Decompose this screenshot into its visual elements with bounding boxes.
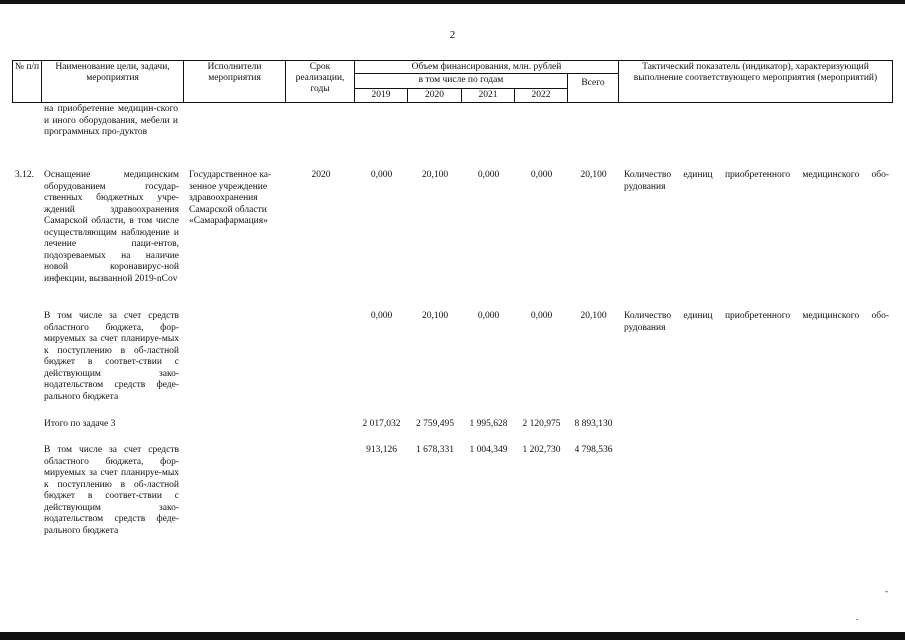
row-total-budget-share-value-2022: 1 202,730 <box>522 445 561 455</box>
row-3-12-value-2020: 20,100 <box>421 170 449 180</box>
row-total-task-3-value-2019: 2 017,032 <box>362 419 401 429</box>
row-total-budget-share-value-2020: 1 678,331 <box>416 445 454 455</box>
scan-speck: - <box>885 586 888 596</box>
row-total-budget-share-value-total: 4 798,536 <box>574 445 613 455</box>
row-budget-share-name: В том числе за счет средств областного бюджета, фор-мируемых за счет планируе-мых к поступлению в об-ластной бюджет в соответ-ствии с действующим зако-нодательством средств феде-рального бюджета <box>44 311 179 402</box>
row-continuation-name: на приобретение медицин-ского и иного оборудования, мебели и программных про-дуктов <box>44 104 178 137</box>
header-year-2019: 2019 <box>354 88 408 103</box>
row-budget-share-indicator: Количество единиц приобретенного медицинского обо-рудования <box>624 311 889 333</box>
header-no: № п/п <box>12 60 42 103</box>
row-total-task-3-value-total: 8 893,130 <box>574 419 613 429</box>
top-border <box>0 0 905 4</box>
row-budget-share-value-2019: 0,000 <box>370 311 393 321</box>
row-budget-share-value-2020: 20,100 <box>421 311 449 321</box>
header-financing: Объем финансирования, млн. рублей <box>354 60 619 74</box>
row-total-task-3-value-2021: 1 995,628 <box>469 419 508 429</box>
scan-speck: . <box>856 612 859 622</box>
row-budget-share-value-total: 20,100 <box>580 311 607 321</box>
header-total: Всего <box>567 73 619 103</box>
row-3-12-value-2021: 0,000 <box>477 170 500 180</box>
row-3-12-term: 2020 <box>311 170 331 180</box>
header-by-years: в том числе по годам <box>354 73 568 89</box>
header-year-2021: 2021 <box>461 88 515 103</box>
row-total-budget-share-value-2019: 913,126 <box>366 445 397 455</box>
row-3-12-value-total: 20,100 <box>580 170 607 180</box>
row-3-12-value-2019: 0,000 <box>370 170 393 180</box>
row-total-task-3-value-2022: 2 120,975 <box>522 419 561 429</box>
header-executors: Исполнители мероприятия <box>183 60 286 103</box>
header-name: Наименование цели, задачи, мероприятия <box>41 60 184 103</box>
row-budget-share-value-2022: 0,000 <box>530 311 553 321</box>
row-3-12-name: Оснащение медицинским оборудованием государ-ственных бюджетных учре-ждений здравоохранения Самарской области, в том числе осуществляющим наблюдение и лечение паци-ентов, подозреваемых на наличие новой коронавирус-ной инфекции, вызванной 2019-nCov <box>44 170 179 284</box>
row-total-task-3-name: Итого по задаче 3 <box>44 419 116 429</box>
row-total-budget-share-value-2021: 1 004,349 <box>469 445 508 455</box>
row-budget-share-value-2021: 0,000 <box>477 311 500 321</box>
header-year-2020: 2020 <box>407 88 462 103</box>
row-3-12-executor: Государственное ка-зенное учреждение здравоохранения Самарской области «Самарафармация» <box>189 170 272 226</box>
bottom-border <box>0 632 905 640</box>
header-term: Срок реализации, годы <box>285 60 355 103</box>
row-total-task-3-value-2020: 2 759,495 <box>416 419 454 429</box>
header-year-2022: 2022 <box>514 88 568 103</box>
header-indicator: Тактический показатель (индикатор), характеризующий выполнение соответствующего мероприятия (мероприятий) <box>618 60 893 103</box>
row-total-budget-share-name: В том числе за счет средств областного бюджета, фор-мируемых за счет планируе-мых к поступлению в об-ластной бюджет в соответ-ствии с действующим зако-нодательством средств феде-рального бюджета <box>44 445 179 536</box>
page-number: 2 <box>449 29 456 41</box>
row-3-12-value-2022: 0,000 <box>530 170 553 180</box>
row-3-12-number: 3.12. <box>15 170 34 180</box>
row-3-12-indicator: Количество единиц приобретенного медицинского обо-рудования <box>624 170 889 192</box>
